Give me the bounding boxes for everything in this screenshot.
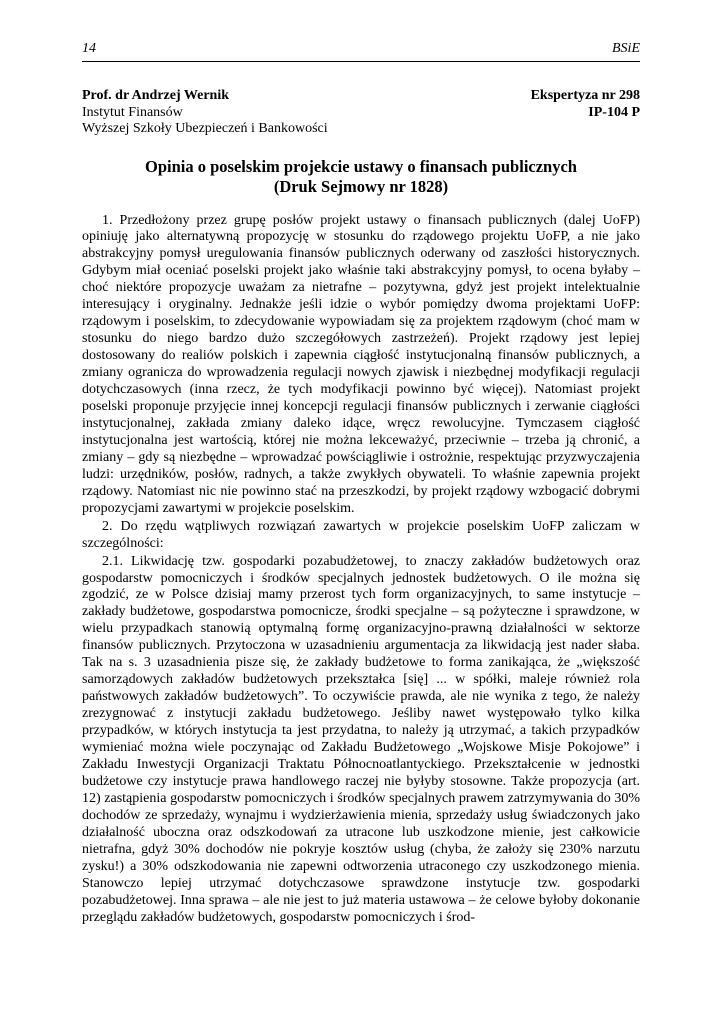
paragraph-2: 2. Do rzędu wątpliwych rozwiązań zawartych w projekcie poselskim UoFP zaliczam w szczególności:: [82, 518, 640, 551]
author-name: Prof. dr Andrzej Wernik: [82, 88, 229, 103]
meta-row-author: [82, 88, 640, 105]
title-line-1: Opinia o poselskim projekcie ustawy o finansach publicznych: [145, 156, 577, 176]
running-header: [82, 40, 640, 62]
school-name: Wyższej Szkoły Ubezpieczeń i Bankowości: [82, 121, 328, 136]
title-line-2: (Druk Sejmowy nr 1828): [273, 176, 449, 196]
document-page: [82, 40, 640, 928]
institute-name: Instytut Finansów: [82, 104, 183, 120]
paragraph-2-1: 2.1. Likwidację tzw. gospodarki pozabudżetowej, to znaczy zakładów budżetowych oraz gospodarstw pomocniczych i środków specjalnych jednostek budżetowych. O ile można się zgodzić, ze w Polsce dzisiaj mamy przerost tych form organizacyjnych, to same instytucje – zakłady budżetowe, gospodarstwa pomocnicze, środki specjalne – są pożyteczne i sprawdzone, w wielu przypadkach stanowią optymalną formę organizacyjno-prawną działalności w sektorze finansów publicznych. Przytoczona w uzasadnieniu argumentacja za likwidacją jest nader słaba. Tak na s. 3 uzasadnienia pisze się, że zakłady budżetowe to forma zanikająca, że „większość samorządowych zakładów budżetowych przekształca [się] ... w spółki, maleje również rola państwowych zakładów budżetowych”. To oczywiście prawda, ale nie wynika z tego, że należy zrezygnować z instytucji zakładu budżetowego. Jeśliby nawet występowało tylko kilka przypadków, w których instytucja ta jest przydatna, to należy ją utrzymać, a takich przypadków wymieniać można wiele poczynając od Zakładu Budżetowego „Wojskowe Misje Pokojowe” i Zakładu Inwestycji Organizacji Traktatu Północnoatlantyckiego. Przekształcenie w jednostki budżetowe czy instytucje prawa handlowego raczej nie byłyby stosowne. Także propozycja (art. 12) zastąpienia gospodarstw pomocniczych i środków specjalnych prawem zatrzymywania do 30% dochodów ze sprzedaży, wynajmu i wydzierżawienia mienia, sprzedaży usług świadczonych jako działalność uboczna oraz odszkodowań za utracone lub uszkodzone mienie, jest całkowicie nietrafna, gdyż 30% dochodów nie pokryje kosztów usług (chyba, że założy się 230% narzutu zysku!) a 30% odszkodowania nie zapewni odtworzenia utraconego czy uszkodzonego mienia. Stanowczo lepiej utrzymać dotychczasowe sprawdzone instytucje tzw. gospodarki pozabudżetowej. Inna sprawa – ale nie jest to już materia ustawowa – że celowe byłoby dokonanie przeglądu zakładów budżetowych, gospodarstw pomocniczych i środ-: [82, 553, 640, 925]
page-number: 14: [82, 41, 96, 56]
journal-name: BSiE: [612, 41, 640, 56]
meta-row-school: [82, 121, 640, 138]
expertise-number: Ekspertyza nr 298: [530, 88, 640, 103]
document-meta: [82, 88, 640, 138]
document-code: IP-104 P: [588, 104, 640, 120]
body-text: [82, 213, 640, 927]
meta-row-institute: [82, 105, 640, 122]
document-title: [82, 157, 640, 197]
paragraph-1: 1. Przedłożony przez grupę posłów projekt ustawy o finansach publicznych (dalej UoFP) opiniuję jako alternatywną propozycję w stosunku do rządowego projektu UoFP, a nie jako abstrakcyjny pomysł uregulowania finansów publicznych oderwany od zaszłości historycznych. Gdybym miał oceniać poselski projekt jako właśnie taki abstrakcyjny pomysł, to ocena byłaby – choć niektóre propozycje uważam za nietrafne – pozytywna, gdyż jest projekt intelektualnie interesujący i oryginalny. Jednakże jeśli idzie o wybór pomiędzy dwoma projektami UoFP: rządowym i poselskim, to zdecydowanie wypowiadam się za projektem rządowym (choć mam w stosunku do niego bardzo dużo szczegółowych zastrzeżeń). Projekt rządowy jest lepiej dostosowany do realiów polskich i zapewnia ciągłość instytucjonalną finansów publicznych, a zmiany ogranicza do wprowadzenia regulacji nowych zjawisk i niezbędnej modyfikacji regulacji dotychczasowych (inna rzecz, że tych modyfikacji powinno być więcej). Natomiast projekt poselski proponuje przyjęcie innej koncepcji regulacji finansów publicznych i zerwanie ciągłości instytucjonalnej, zakłada zmiany daleko idące, wręcz rewolucyjne. Tymczasem ciągłość instytucjonalna jest wartością, której nie można lekceważyć, przeciwnie – trzeba ją chronić, a zmiany – gdy są niezbędne – wprowadzać powściągliwie i ostrożnie, respektując przyzwyczajenia ludzi: urzędników, posłów, radnych, a także zwykłych obywateli. To właśnie zapewnia projekt rządowy. Natomiast nic nie powinno stać na przeszkodzi, by projekt rządowy wzbogacić dobrymi propozycjami zawartymi w projekcie poselskim.: [82, 212, 640, 516]
